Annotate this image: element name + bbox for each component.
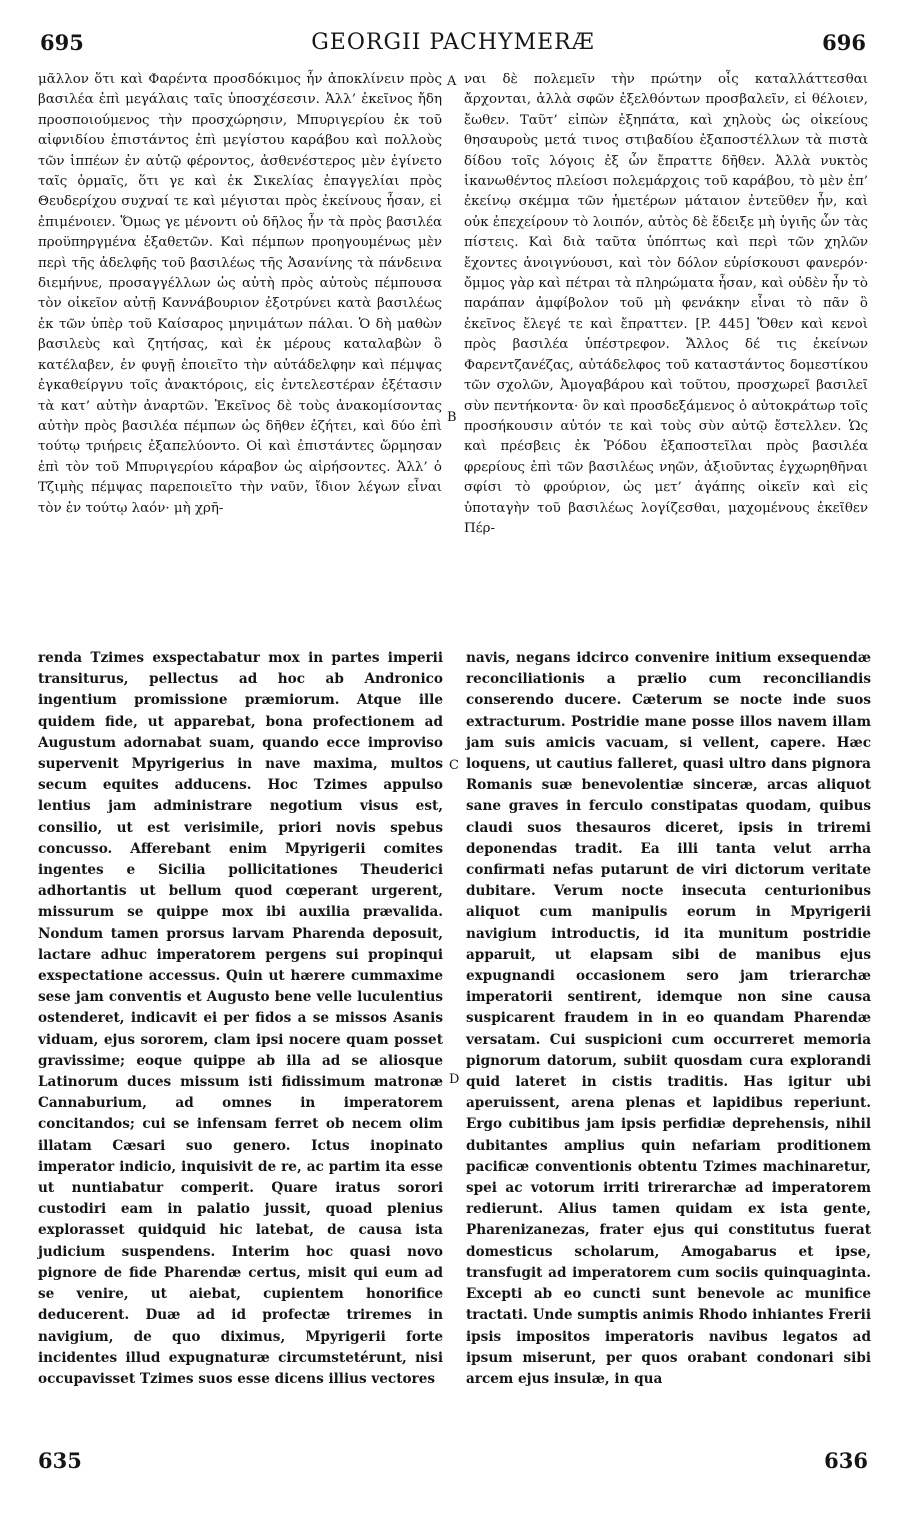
greek-paragraph-right: ναι δὲ πολεμεῖν τὴν πρώτην οἷς καταλλάττεσθαι ἄρχονται, ἀλλὰ σφῶν ἐξελθόντων προσβαλεῖν, εἰ θέλοιεν, ἔωθεν. Ταῦτ’ εἰπὼν ἐξηπάτα, καὶ χηλοὺς ὡς οἰκείους θησαυροὺς μετά τινος στιβαδίου ἐξαποστέλλων τὰ πιστὰ δίδου τοῖς λόγοις ἐξ ὧν ἔπραττε δῆθεν. Ἀλλὰ νυκτὸς ἱκανωθέντος πλείοσι πολεμάρχοις τοῦ καράβου, τὸ μὲν ἐπ’ ἐκείνῳ σκέμμα τῶν ἡμετέρων μάταιον ἐντεῦθεν ἦν, καὶ οὐκ ἐπεχείρουν τὸ λοιπόν, αὐτὸς δὲ ἔδειξε μὴ ὑγιῆς ὧν τὰς πίστεις. Καὶ διὰ ταῦτα ὑπόπτως καὶ περὶ τῶν χηλῶν ἔχοντες ἀνοιγνύουσι, καὶ τὸν δόλον εὑρίσκουσι φανερόν· ὄμμος γὰρ καὶ πέτραι τὰ πληρώματα ἦσαν, καὶ οὐδὲν ἦν τὸ παράπαν ἀμφίβολον τοῦ μὴ φενάκην εἶναι τὸ πᾶν ὃ ἐκεῖνος ἔλεγέ τε καὶ ἔπραττεν. [P. 445] Ὅθεν καὶ κενοὶ πρὸς βασιλέα ὑπέστρεφον. Ἄλλος δέ τις ἐκείνων Φαρεντζανέζας, αὐτάδελφος τοῦ καταστάντος δομεστίκου τῶν σχολῶν, Ἀμογαβάρου καὶ τοῦτου, προσχωρεῖ βασιλεῖ σὺν πεντήκοντα· ὃν καὶ προσδεξάμενος ὁ αὐτοκράτωρ τοῖς προσήκουσιν αὐτόν τε καὶ τοὺς σὺν αὐτῷ ἔστελλεν. Ὡς καὶ πρέσβεις ἐκ Ῥόδου ἐξαποστεῖλαι πρὸς βασιλέα φρερίους ἐπὶ τῶν βασιλέως νηῶν, ἀξιοῦντας ἐγχωρηθῆναι σφίσι τὸ φρούριον, ὡς μετ’ ἀγάπης οἰκεῖν καὶ εἰς ὑποταγὴν τοῦ βασιλέως λογίζεσθαι, μαχομένους ἐκεῖθεν Πέρ- xyxy=(464,72,868,536)
page-number-left: 695 xyxy=(40,30,84,55)
page-number-right: 696 xyxy=(822,30,866,55)
folio-number-left: 635 xyxy=(38,1448,82,1473)
folio-number-right: 636 xyxy=(824,1448,868,1473)
greek-text-right-column xyxy=(464,70,868,630)
margin-marker-c: C xyxy=(449,758,459,773)
running-title: GEORGII PACHYMERÆ xyxy=(311,30,595,55)
margin-marker-a: A xyxy=(447,74,457,89)
latin-paragraph-right: navis, negans idcirco convenire initium exsequendæ reconciliationis a prælio cum reconciliandis conserendo ducere. Cæterum se nocte inde suos extracturum. Postridie mane posse illos navem illam jam suis amicis vacuam, si vellent, capere. Hæc loquens, ut cautius falleret, quasi ultro dans pignora Romanis suæ benevolentiæ sinceræ, arcas aliquot sane graves in ferculo constipatas quodam, quibus claudi suos thesauros diceret, ipsis in triremi deponendas tradit. Ea illi tanta velut arrha confirmati nefas putarunt de viri dictorum veritate dubitare. Verum nocte insecuta centurionibus aliquot cum manipulis eorum in Mpyrigerii navigium introductis, id ita munitum postridie apparuit, ut elapsam sibi de manibus ejus expugnandi occasionem sero jam trierarchæ imperatorii sentirent, idemque non sine causa suspicarent fraudem in in eo quandam Pharendæ versatam. Cui suspicioni cum occurreret memoria pignorum datorum, subiit quosdam cura explorandi quid lateret in cistis traditis. Has igitur ubi aperuissent, arena plenas et lapidibus reperiunt. Ergo cubitibus jam ipsis perfidiæ deprehensis, nihil dubitantes amplius quin nefariam proditionem pacificæ conventionis obtentu Tzimes machinaretur, spei ac votorum irriti trirerarchæ ad imperatorem redierunt. Alius tamen quidam ex ista gente, Pharenizanezas, frater ejus qui constitutus fuerat domesticus scholarum, Amogabarus et ipse, transfugit ad imperatorem cum sociis quinquaginta. Excepti ab eo cuncti sunt benevole ac munifice tractati. Unde sumptis animis Rhodo inhiantes Frerii ipsis impositos imperatoris navibus legatos ad ipsum miserunt, per quos orabant condonari sibi arcem ejus insulæ, in qua xyxy=(466,650,871,1387)
margin-marker-b: B xyxy=(447,410,457,425)
margin-marker-d: D xyxy=(449,1072,460,1087)
latin-text-left-column xyxy=(38,648,443,1518)
page-header xyxy=(40,30,866,62)
latin-paragraph-left: renda Tzimes exspectabatur mox in partes imperii transiturus, pellectus ad hoc ab Andronico ingentium promissione præmiorum. Atque ille quidem fide, ut apparebat, bona profectionem ad Augustum adornabat suam, quando ecce improviso supervenit Mpyrigerius in nave maxima, multos secum equites adducens. Hoc Tzimes appulso lentius jam administrare negotium visus est, consilio, ut est verisimile, priori novis spebus concusso. Afferebant enim Mpyrigerii comites ingentes e Sicilia pollicitationes Theuderici adhortantis ut bellum quod cœperant urgerent, missurum se quippe mox ibi auxilia prævalida. Nondum tamen prorsus larvam Pharenda deposuit, lactare adhuc imperatorem pergens sui propinqui exspectatione accessus. Quin ut hærere cummaxime sese jam conventis et Augusto bene velle luculentius ostenderet, indicavit ei per fidos a se missos Asanis viduam, ejus sororem, clam ipsi nocere quam posset gravissime; eoque quippe ab illa ad se aliosque Latinorum duces missum isti fidissimum matronæ Cannaburium, ad omnes in imperatorem concitandos; cui se infensam ferret ob necem olim illatam Cæsari suo genero. Ictus inopinato imperator indicio, inquisivit de re, ac partim ita esse ut nuntiabatur comperit. Quare iratus sorori custodiri eam in palatio jussit, quoad plenius explorasset quidquid hic latebat, de causa ista judicium suspendens. Interim hoc quasi novo pignore de fide Pharendæ certus, misit qui eum ad se venire, ut aiebat, cupientem honorifice deducerent. Duæ ad id profectæ triremes in navigium, de quo diximus, Mpyrigerii forte incidentes illud expugnaturæ circumstetérunt, nisi occupavisset Tzimes suos esse dicens illius vectores xyxy=(38,650,443,1387)
greek-text-left-column xyxy=(38,70,442,630)
greek-paragraph-left: μᾶλλον ὅτι καὶ Φαρέντα προσδόκιμος ἦν ἀποκλίνειν πρὸς βασιλέα ἐπὶ μεγάλαις ταῖς ὑποσχέσεσιν. Ἀλλ’ ἐκεῖνος ἤδη προσποιούμενος τὴν προσχώρησιν, Μπυριγερίου ἐκ τοῦ αἰφνιδίου ἐπιστάντος ἐπὶ μεγίστου καράβου καὶ πολλοὺς τῶν ἱππέων ἐν αὐτῷ φέροντος, ἀσθενέστερος μὲν ἐγίνετο ταῖς ὁρμαῖς, ὅτι γε καὶ ἐκ Σικελίας ἐπαγγελίαι πρὸς Θευδερίχου συχναί τε καὶ μέγισται πρὸς ἐκείνους ἦσαν, εἰ ἐπιμένοιεν. Ὅμως γε μένοντι οὐ δῆλος ἦν τὰ πρὸς βασιλέα προϋπηργμένα ἐξαθετῶν. Καὶ πέμπων προηγουμένως μὲν περὶ τῆς ἀδελφῆς τοῦ βασιλέως τῆς Ἀσανίνης τὰ πάνδεινα διεμήνυε, προσαγγέλλων ὡς αὐτὴ πρὸς αὐτοὺς πέμπουσα τὸν οἰκεῖον αὐτῇ Καννάβουριον ἐξοτρύνει κατὰ βασιλέως ἐκ τῶν ὑπὲρ τοῦ Καίσαρος μηνιμάτων πάλαι. Ὁ δὴ μαθὼν βασιλεὺς καὶ ζητήσας, καὶ ἐκ μέρους καταλαβὼν ὃ κατέλαβεν, ἐν φυγῇ ἐποιεῖτο τὴν αὐτάδελφην καὶ πέμψας ἐγκαθείργνυ τοῖς ἀνακτόροις, εἰς ἐντελεστέραν ἐξέτασιν τὰ κατ’ αὐτὴν ἀναρτῶν. Ἐκεῖνος δὲ τοὺς ἀνακομίσοντας αὐτὴν πρὸς βασιλέα πέμπων ὡς δῆθεν ἐζήτει, καὶ δύο ἐπὶ τούτῳ τριήρεις ἐξαπελύοντο. Οἱ καὶ ἐπιστάντες ὥρμησαν ἐπὶ τὸν τοῦ Μπυριγερίου κάραβον ὡς αἱρήσοντες. Ἀλλ’ ὁ Τζιμὴς πέμψας παρεποιεῖτο τὴν ναῦν, ἴδιον λέγων εἶναι τὸν ἐν τούτῳ λαόν· μὴ χρῆ- xyxy=(38,72,442,516)
latin-text-right-column xyxy=(466,648,871,1518)
